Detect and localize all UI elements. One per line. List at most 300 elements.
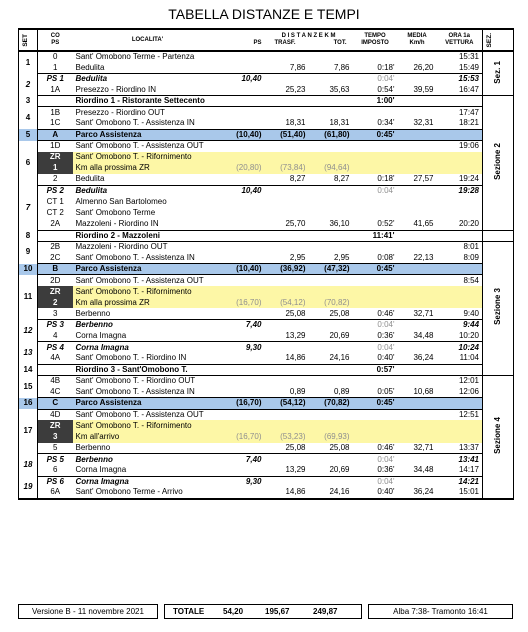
set-number: 13 [19,342,38,364]
section-label-text: Sezione 4 [493,416,503,454]
co-code: 1 [38,163,73,174]
ora-prima-vettura: 14:17 [458,465,480,475]
media-speed: 10,68 [413,386,434,396]
localita: Parco Assistenza [73,264,223,275]
tempo-imposto: 0:54' [377,84,395,94]
total-distance: (69,93) [309,431,353,442]
ora-prima-vettura: 11:04 [459,353,480,363]
media-speed [398,342,437,353]
set-number: 4 [19,107,38,129]
ora-prima-vettura: 19:28 [437,185,483,196]
total-distance [309,196,353,207]
ora-prima-vettura: 19:24 [458,174,480,184]
set-number: 11 [19,275,38,320]
localita: Presezzo - Riordino OUT [73,107,223,118]
tempo-imposto [353,208,398,219]
ora-prima-vettura: 9:40 [463,308,480,318]
set-number: 1 [19,51,38,73]
distance-table [18,28,514,500]
co-code: 4 [53,331,58,341]
ora-prima-vettura [437,420,483,431]
tempo-imposto: 0:40' [377,353,395,363]
localita: Corna Imagna [73,342,223,353]
co-code: 0 [38,51,73,62]
ps-distance [223,107,265,118]
ps-distance [223,420,265,431]
tempo-imposto [353,196,398,207]
table-row [19,476,514,487]
totale-box [164,604,362,619]
localita: Bedulita [73,185,223,196]
media-speed [398,208,437,219]
ora-prima-vettura: 12:01 [437,375,483,386]
co-code: PS 3 [38,320,73,331]
ps-distance [223,308,265,319]
media-speed: 26,20 [413,62,434,72]
ora-prima-vettura: 10:24 [437,342,483,353]
empty-cell [265,230,309,241]
set-number: 10 [19,264,38,275]
empty-cell [223,96,265,107]
table-row [19,398,514,409]
media-speed [398,420,437,431]
co-code: 2A [50,219,61,229]
co-code: ZR [38,286,73,297]
empty-cell [309,230,353,241]
co-code: ZR [38,152,73,163]
ora-prima-vettura [437,163,483,174]
media-speed: 27,57 [413,174,434,184]
section-label-text: Sezione 3 [493,288,503,326]
transfer-distance [265,342,309,353]
transfer-distance: 25,08 [285,308,306,318]
riordino-name: Riordino 3 - Sant'Omobono T. [73,364,223,375]
localita: Sant' Omobono T. - Riordino IN [75,353,187,363]
ora-prima-vettura: 19:06 [437,141,483,152]
table-row [19,431,514,442]
tempo-imposto [353,241,398,252]
tempo-imposto: 1:00' [353,96,398,107]
ps-distance: 10,40 [223,73,265,84]
table-row [19,308,514,319]
ora-prima-vettura [437,196,483,207]
media-speed [398,141,437,152]
transfer-distance [265,141,309,152]
media-speed [398,152,437,163]
co-code: 4A [50,353,61,363]
tempo-imposto: 0:36' [377,465,395,475]
section-label [483,51,514,96]
ora-prima-vettura: 15:01 [437,487,483,498]
table-row [19,387,514,398]
transfer-distance [265,286,309,297]
empty-cell [437,230,483,241]
transfer-distance: 2,95 [289,252,306,262]
tempo-imposto: 0:46' [377,308,395,318]
localita: Sant' Omobono T. - Assistenza OUT [73,409,223,420]
transfer-distance: 14,86 [265,487,309,498]
section-label-text: Sez. 1 [493,60,503,84]
tempo-imposto: 0:04' [353,454,398,465]
table-row [19,141,514,152]
transfer-distance: 0,89 [289,386,306,396]
media-speed [398,196,437,207]
section-label [483,375,514,498]
localita: Bedulita [73,73,223,84]
table-row [19,107,514,118]
localita: Parco Assistenza [73,398,223,409]
ora-prima-vettura [437,208,483,219]
set-number: 9 [19,241,38,263]
co-code [38,96,73,107]
ora-prima-vettura [437,129,483,140]
media-speed [398,51,437,62]
ps-distance [223,331,265,342]
transfer-distance: 13,29 [285,331,306,341]
localita: Sant' Omobono T. - Assistenza OUT [73,275,223,286]
transfer-distance [265,420,309,431]
ps-distance: (16,70) [223,431,265,442]
empty-cell [398,364,437,375]
ora-prima-vettura: 8:09 [463,252,480,262]
co-code: 4D [38,409,73,420]
localita: Sant' Omobono T. - Rifornimento [73,286,223,297]
header-distanze: D I S T A N Z E K M TRASF. TOT. [265,29,353,51]
page-title: TABELLA DISTANZE E TEMPI [168,6,360,22]
transfer-distance: 8,27 [289,174,306,184]
total-distance [309,454,353,465]
empty-cell [265,364,309,375]
tempo-imposto [353,420,398,431]
ps-distance [223,51,265,62]
total-distance: 25,08 [329,308,350,318]
table-row [19,51,514,62]
tempo-imposto [353,431,398,442]
header-ora: ORA 1a VETTURA [437,29,483,51]
tempo-imposto [353,375,398,386]
transfer-distance: (36,92) [265,264,309,275]
ps-distance [223,85,265,96]
ps-distance: 9,30 [223,476,265,487]
header-set: SET [19,29,38,51]
transfer-distance [265,320,309,331]
section-label [483,241,514,375]
co-code: 5 [53,442,58,452]
ps-distance: (16,70) [223,297,265,308]
media-speed [398,297,437,308]
media-speed [398,398,437,409]
co-code: PS 4 [38,342,73,353]
ps-distance [223,275,265,286]
co-code: 4B [38,375,73,386]
set-number: 12 [19,320,38,342]
table-row [19,342,514,353]
totale-trasf: 195,67 [265,607,290,616]
totale-tot: 249,87 [313,607,338,616]
total-distance [309,320,353,331]
transfer-distance: 25,08 [285,442,306,452]
ps-distance [223,241,265,252]
ora-prima-vettura: 20:20 [458,219,480,229]
media-speed: 32,71 [413,308,434,318]
table-row [19,208,514,219]
table-row [19,275,514,286]
section-label-text: Sezione 2 [493,142,503,180]
tempo-imposto [353,163,398,174]
ps-distance [223,219,265,230]
co-code: CT 2 [46,208,64,218]
transfer-distance [265,152,309,163]
media-speed: 41,65 [413,219,434,229]
transfer-distance: (51,40) [265,129,309,140]
media-speed: 36,24 [413,353,434,363]
total-distance: 20,69 [329,465,350,475]
co-code: 2C [50,252,61,262]
table-row [19,85,514,96]
empty-cell [223,364,265,375]
ora-prima-vettura: 10:20 [458,331,480,341]
total-distance: 18,31 [329,118,350,128]
set-number: 6 [19,141,38,186]
table-row [19,454,514,465]
ps-distance [223,196,265,207]
transfer-distance: 25,23 [285,84,306,94]
co-code: 2 [38,297,73,308]
media-speed [398,275,437,286]
transfer-distance: 14,86 [285,353,306,363]
table-row [19,62,514,73]
empty-cell [309,364,353,375]
co-code [38,364,73,375]
localita: Presezzo - Riordino IN [75,84,156,94]
table-row [19,219,514,230]
media-speed: 34,48 [413,465,434,475]
localita: Km alla prossima ZR [73,163,223,174]
ps-distance: (16,70) [223,398,265,409]
table-row [19,185,514,196]
ps-distance [223,118,265,129]
total-distance: 25,08 [329,442,350,452]
transfer-distance: 13,29 [285,465,306,475]
localita: Km alla prossima ZR [73,297,223,308]
media-speed [398,163,437,174]
table-row [19,73,514,84]
table-row [19,230,514,241]
localita: Bedulita [75,174,105,184]
localita: Sant' Omobono T. - Assistenza IN [75,386,195,396]
localita: Berbenno [75,442,111,452]
co-code: 1C [50,118,61,128]
empty-cell [223,230,265,241]
ps-distance [223,443,265,454]
total-distance: (47,32) [309,264,353,275]
transfer-distance [265,51,309,62]
table-row [19,264,514,275]
tempo-imposto: 0:45' [353,398,398,409]
table-row [19,487,514,498]
tempo-imposto: 0:04' [353,476,398,487]
total-distance [309,241,353,252]
table-row [19,174,514,185]
ora-prima-vettura: 13:37 [458,442,480,452]
totale-label: TOTALE [173,607,205,616]
ps-distance: 7,40 [223,320,265,331]
transfer-distance: (53,23) [265,431,309,442]
transfer-distance: 25,70 [285,219,306,229]
co-code: PS 6 [38,476,73,487]
co-code: ZR [38,420,73,431]
set-number: 17 [19,409,38,454]
total-distance: 0,89 [333,386,350,396]
set-number: 19 [19,476,38,498]
total-distance: (94,64) [309,163,353,174]
totale-ps: 54,20 [223,607,244,616]
co-code: 1 [53,62,58,72]
media-speed [398,286,437,297]
ps-distance [223,487,265,498]
set-number: 5 [19,129,38,140]
total-distance [309,73,353,84]
transfer-distance [265,73,309,84]
table-row [19,196,514,207]
total-distance: 35,63 [329,84,350,94]
co-code: PS 2 [38,185,73,196]
media-speed [398,375,437,386]
co-code: 6 [53,465,58,475]
transfer-distance: 7,86 [289,62,306,72]
transfer-distance [265,476,309,487]
table-row [19,320,514,331]
ps-distance [223,174,265,185]
transfer-distance [265,275,309,286]
ps-distance [223,286,265,297]
media-speed [398,431,437,442]
tempo-imposto [353,51,398,62]
co-code: 2B [38,241,73,252]
ps-distance: 10,40 [223,185,265,196]
transfer-distance [265,107,309,118]
total-distance [309,342,353,353]
ora-prima-vettura: 17:47 [437,107,483,118]
tempo-imposto [353,107,398,118]
transfer-distance [265,454,309,465]
ora-prima-vettura [437,286,483,297]
co-code: B [38,264,73,275]
ps-distance [223,409,265,420]
table-row [19,364,514,375]
set-number: 3 [19,96,38,107]
tempo-imposto: 0:45' [353,129,398,140]
tempo-imposto: 0:52' [377,219,395,229]
table-row [19,252,514,263]
transfer-distance [265,241,309,252]
ora-prima-vettura [437,264,483,275]
co-code: 4C [50,386,61,396]
tempo-imposto: 11:41' [353,230,398,241]
localita: Sant' Omobono T. - Assistenza IN [75,252,195,262]
ora-prima-vettura [437,152,483,163]
co-code: CT 1 [46,197,64,207]
ps-distance: (20,80) [223,163,265,174]
total-distance [309,185,353,196]
set-number: 14 [19,364,38,375]
ps-distance [223,375,265,386]
total-distance: 36,10 [329,219,350,229]
table-header [19,29,514,51]
total-distance: 2,95 [333,252,350,262]
co-code: 3 [53,308,58,318]
ps-distance: 7,40 [223,454,265,465]
empty-cell [437,96,483,107]
total-distance: (70,82) [309,398,353,409]
riordino-name: Riordino 1 - Ristorante Settecento [73,96,223,107]
empty-cell [309,96,353,107]
header-media: MEDIA Km/h [398,29,437,51]
ora-prima-vettura: 9:44 [437,320,483,331]
ora-prima-vettura: 12:06 [458,386,480,396]
set-number: 18 [19,454,38,476]
total-distance [309,375,353,386]
transfer-distance: (54,12) [265,297,309,308]
ps-distance [223,353,265,364]
co-code: C [38,398,73,409]
ora-prima-vettura: 8:01 [437,241,483,252]
co-code: 2D [38,275,73,286]
total-distance: 24,16 [309,487,353,498]
total-distance: 24,16 [329,353,350,363]
localita: Km all'arrivo [73,431,223,442]
ps-distance: 9,30 [223,342,265,353]
co-code: 1A [50,84,61,94]
localita: Parco Assistenza [73,129,223,140]
ora-prima-vettura: 18:21 [458,118,480,128]
table-row [19,118,514,129]
tempo-imposto: 0:18' [377,62,395,72]
total-distance [309,152,353,163]
total-distance [309,208,353,219]
tempo-imposto: 0:04' [353,185,398,196]
table-row [19,465,514,476]
transfer-distance: (54,12) [265,398,309,409]
set-number: 15 [19,375,38,397]
localita: Sant' Omobono Terme - Partenza [73,51,223,62]
ps-distance: (10,40) [223,264,265,275]
co-code: 3 [38,431,73,442]
total-distance: (61,80) [309,129,353,140]
total-distance: 20,69 [329,331,350,341]
localita: Corna Imagna [75,465,127,475]
ps-distance [223,141,265,152]
empty-cell [398,96,437,107]
tempo-imposto: 0:04' [353,73,398,84]
section-gap [483,230,514,241]
ora-prima-vettura [437,431,483,442]
total-distance [309,275,353,286]
co-code: 6A [38,487,73,498]
table-row [19,241,514,252]
co-code: 1D [38,141,73,152]
localita: Berbenno [73,454,223,465]
table-row [19,353,514,364]
ora-prima-vettura: 16:47 [458,84,480,94]
ora-prima-vettura: 12:51 [437,409,483,420]
localita: Corna Imagna [75,331,127,341]
media-speed [398,129,437,140]
total-distance [309,51,353,62]
localita: Sant' Omobono T. - Riordino OUT [73,375,223,386]
tempo-imposto [353,275,398,286]
transfer-distance: 18,31 [285,118,306,128]
